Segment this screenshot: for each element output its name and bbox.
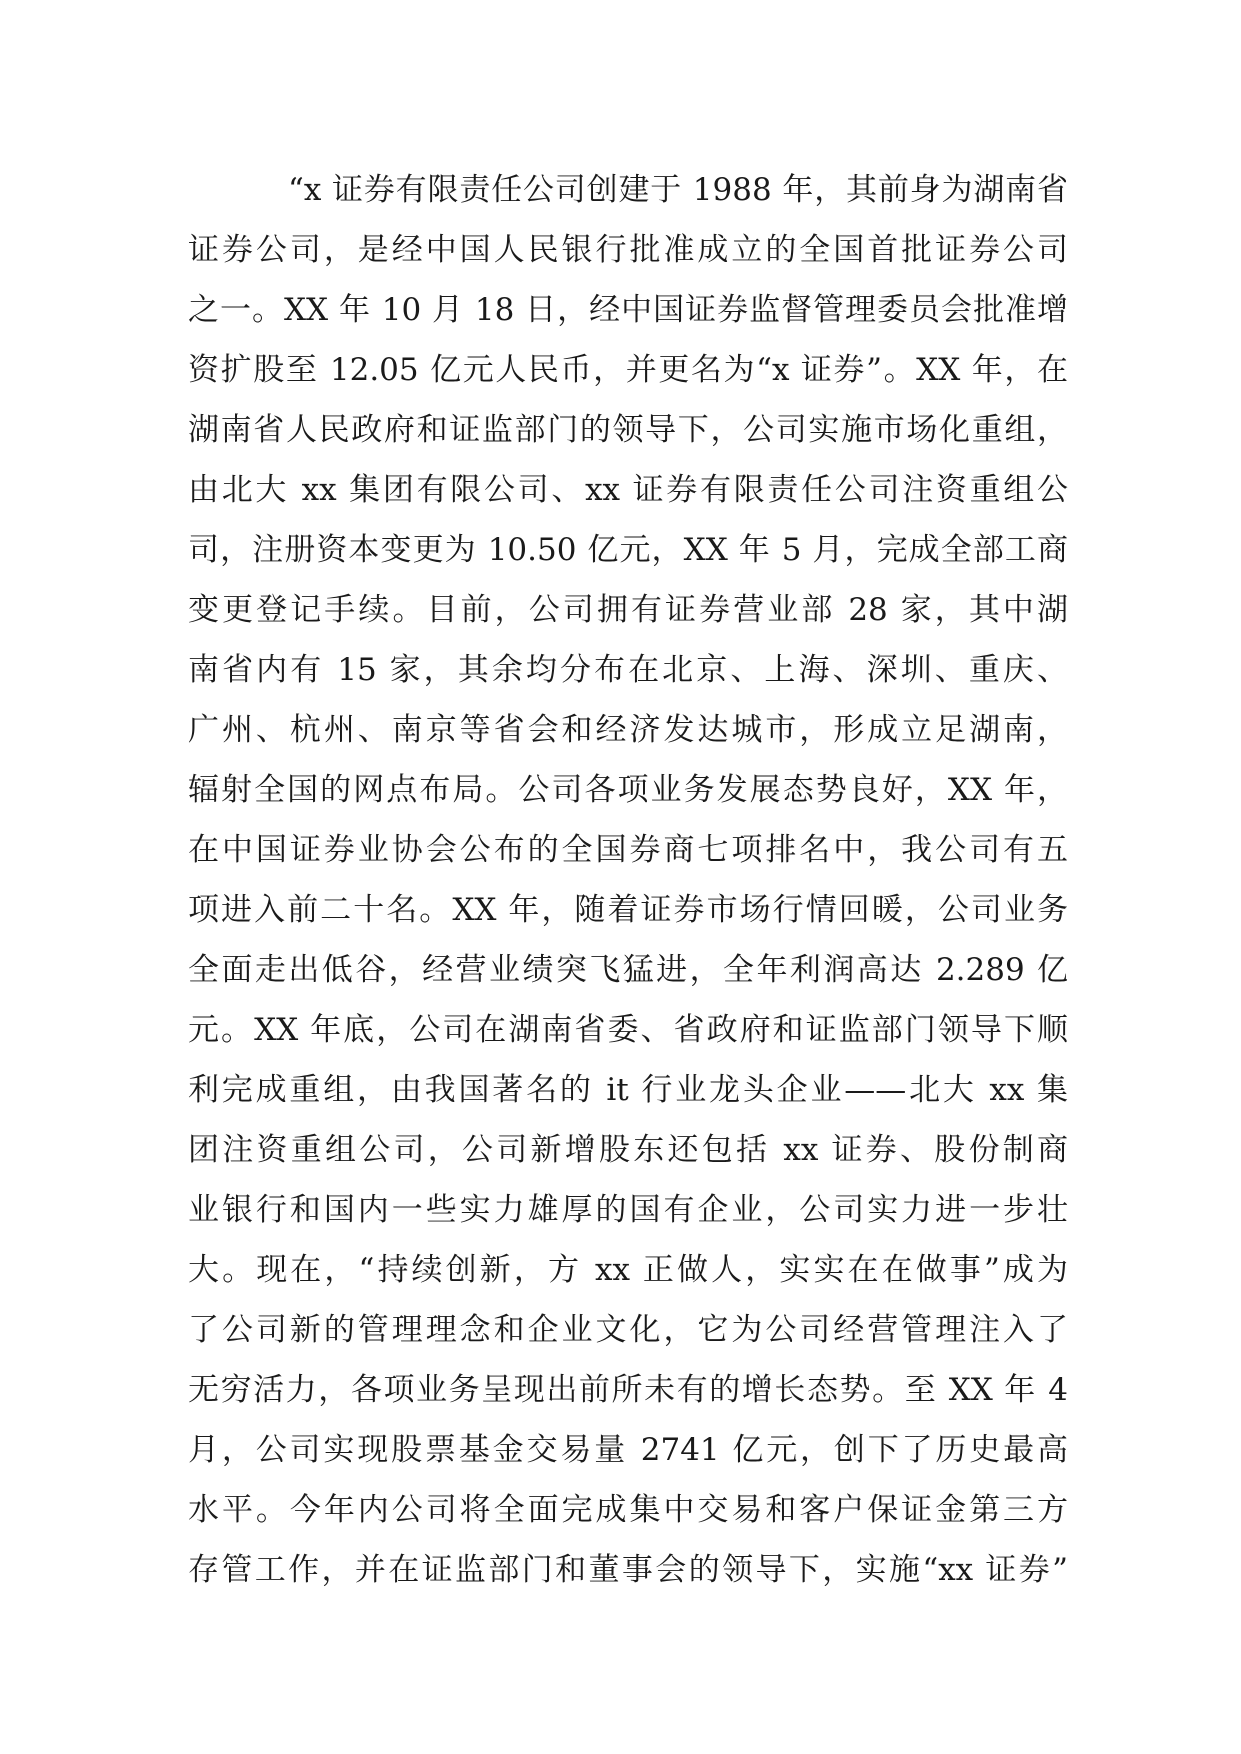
paragraph-line: 了公司新的管理理念和企业文化，它为公司经营管理注入了	[188, 1312, 1068, 1348]
paragraph-line: 南省内有 15 家，其余均分布在北京、上海、深圳、重庆、	[188, 652, 1068, 688]
paragraph-line: “x 证券有限责任公司创建于 1988 年，其前身为湖南省	[288, 172, 1068, 208]
paragraph-line: 业银行和国内一些实力雄厚的国有企业，公司实力进一步壮	[188, 1192, 1068, 1228]
paragraph-line: 水平。今年内公司将全面完成集中交易和客户保证金第三方	[188, 1492, 1068, 1528]
paragraph-line: 之一。XX 年 10 月 18 日，经中国证券监督管理委员会批准增	[188, 292, 1068, 328]
paragraph-line: 项进入前二十名。XX 年，随着证券市场行情回暖，公司业务	[188, 892, 1068, 928]
paragraph-line: 证券公司，是经中国人民银行批准成立的全国首批证券公司	[188, 232, 1068, 268]
paragraph-line: 广州、杭州、南京等省会和经济发达城市，形成立足湖南，	[188, 712, 1068, 748]
body-paragraph	[188, 160, 1068, 1600]
paragraph-line: 团注资重组公司，公司新增股东还包括 xx 证券、股份制商	[188, 1132, 1068, 1168]
paragraph-line: 司，注册资本变更为 10.50 亿元，XX 年 5 月，完成全部工商	[188, 532, 1068, 568]
paragraph-line: 存管工作，并在证监部门和董事会的领导下，实施“xx 证券”	[188, 1552, 1068, 1588]
paragraph-line: 月，公司实现股票基金交易量 2741 亿元，创下了历史最高	[188, 1432, 1068, 1468]
paragraph-line: 全面走出低谷，经营业绩突飞猛进，全年利润高达 2.289 亿	[188, 952, 1068, 988]
paragraph-line: 变更登记手续。目前，公司拥有证券营业部 28 家，其中湖	[188, 592, 1068, 628]
paragraph-line: 大。现在，“持续创新，方 xx 正做人，实实在在做事”成为	[188, 1252, 1068, 1288]
paragraph-line: 无穷活力，各项业务呈现出前所未有的增长态势。至 XX 年 4	[188, 1372, 1068, 1408]
paragraph-line: 由北大 xx 集团有限公司、xx 证券有限责任公司注资重组公	[188, 472, 1068, 508]
paragraph-line: 资扩股至 12.05 亿元人民币，并更名为“x 证券”。XX 年，在	[188, 352, 1068, 388]
paragraph-line: 在中国证券业协会公布的全国券商七项排名中，我公司有五	[188, 832, 1068, 868]
paragraph-line: 利完成重组，由我国著名的 it 行业龙头企业——北大 xx 集	[188, 1072, 1068, 1108]
paragraph-line: 湖南省人民政府和证监部门的领导下，公司实施市场化重组，	[188, 412, 1068, 448]
paragraph-line: 元。XX 年底，公司在湖南省委、省政府和证监部门领导下顺	[188, 1012, 1068, 1048]
paragraph-line: 辐射全国的网点布局。公司各项业务发展态势良好，XX 年，	[188, 772, 1068, 808]
